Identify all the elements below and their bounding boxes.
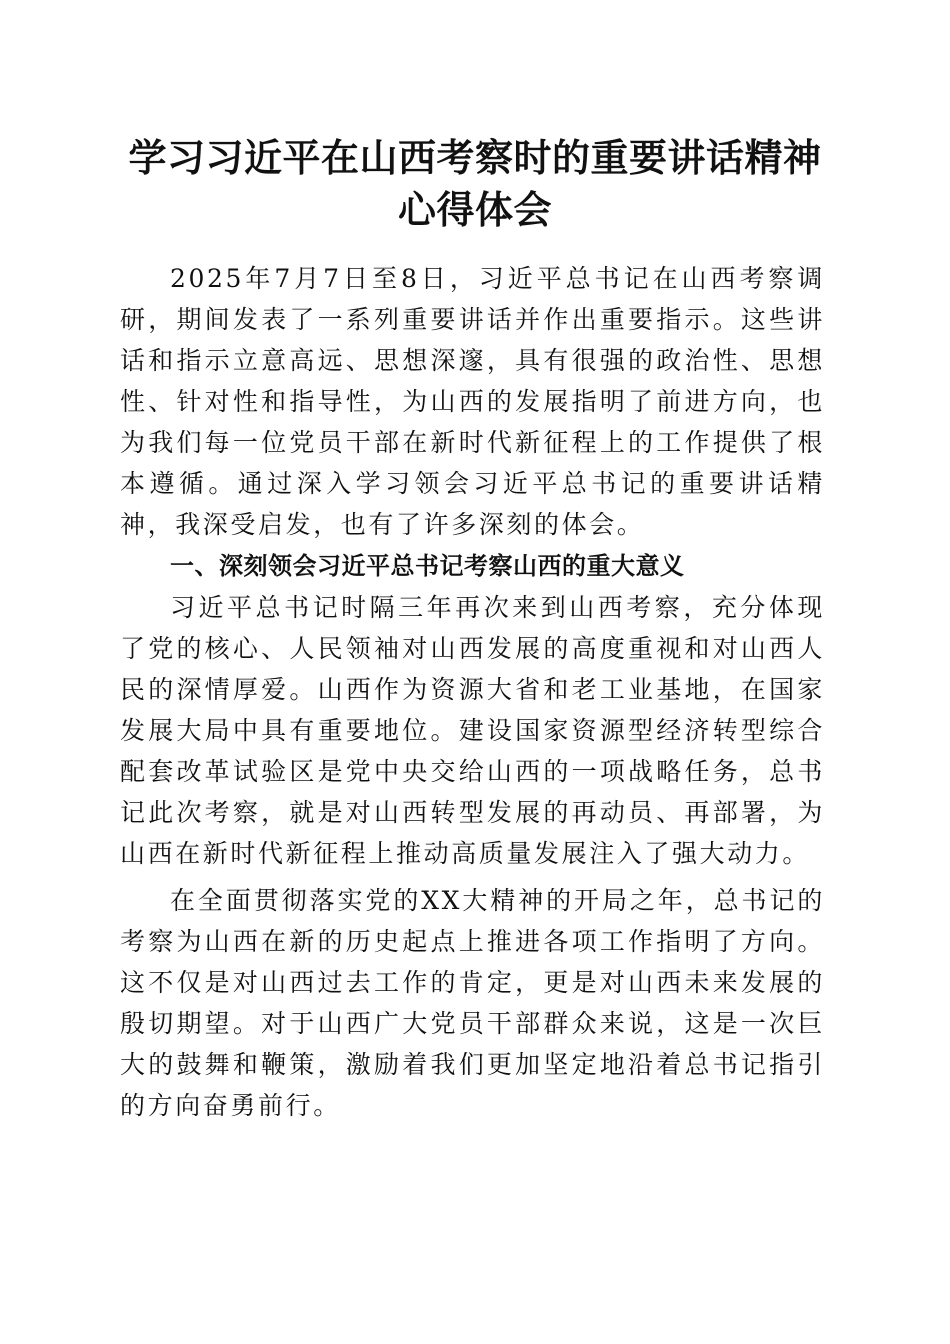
section1-paragraph-2: 在全面贯彻落实党的XX大精神的开局之年，总书记的考察为山西在新的历史起点上推进各项工作指明了方向。这不仅是对山西过去工作的肯定，更是对山西未来发展的殷切期望。对于山西广大党员干部群众来说，这是一次巨大的鼓舞和鞭策，激励着我们更加坚定地沿着总书记指引的方向奋勇前行。 — [120, 886, 825, 1120]
document-body — [120, 258, 825, 1126]
document-title: 学习习近平在山西考察时的重要讲话精神心得体会 — [128, 135, 822, 232]
section1-paragraph-1: 习近平总书记时隔三年再次来到山西考察，充分体现了党的核心、人民领袖对山西发展的高度重视和对山西人民的深情厚爱。山西作为资源大省和老工业基地，在国家发展大局中具有重要地位。建设国家资源型经济转型综合配套改革试验区是党中央交给山西的一项战略任务，总书记此次考察，就是对山西转型发展的再动员、再部署，为山西在新时代新征程上推动高质量发展注入了强大动力。 — [120, 593, 825, 868]
intro-paragraph: 2025年7月7日至8日，习近平总书记在山西考察调研，期间发表了一系列重要讲话并作出重要指示。这些讲话和指示立意高远、思想深邃，具有很强的政治性、思想性、针对性和指导性，为山西的发展指明了前进方向，也为我们每一位党员干部在新时代新征程上的工作提供了根本遵循。通过深入学习领会习近平总书记的重要讲话精神，我深受启发，也有了许多深刻的体会。 — [120, 264, 825, 539]
section-heading-1: 一、深刻领会习近平总书记考察山西的重大意义 — [170, 552, 685, 580]
